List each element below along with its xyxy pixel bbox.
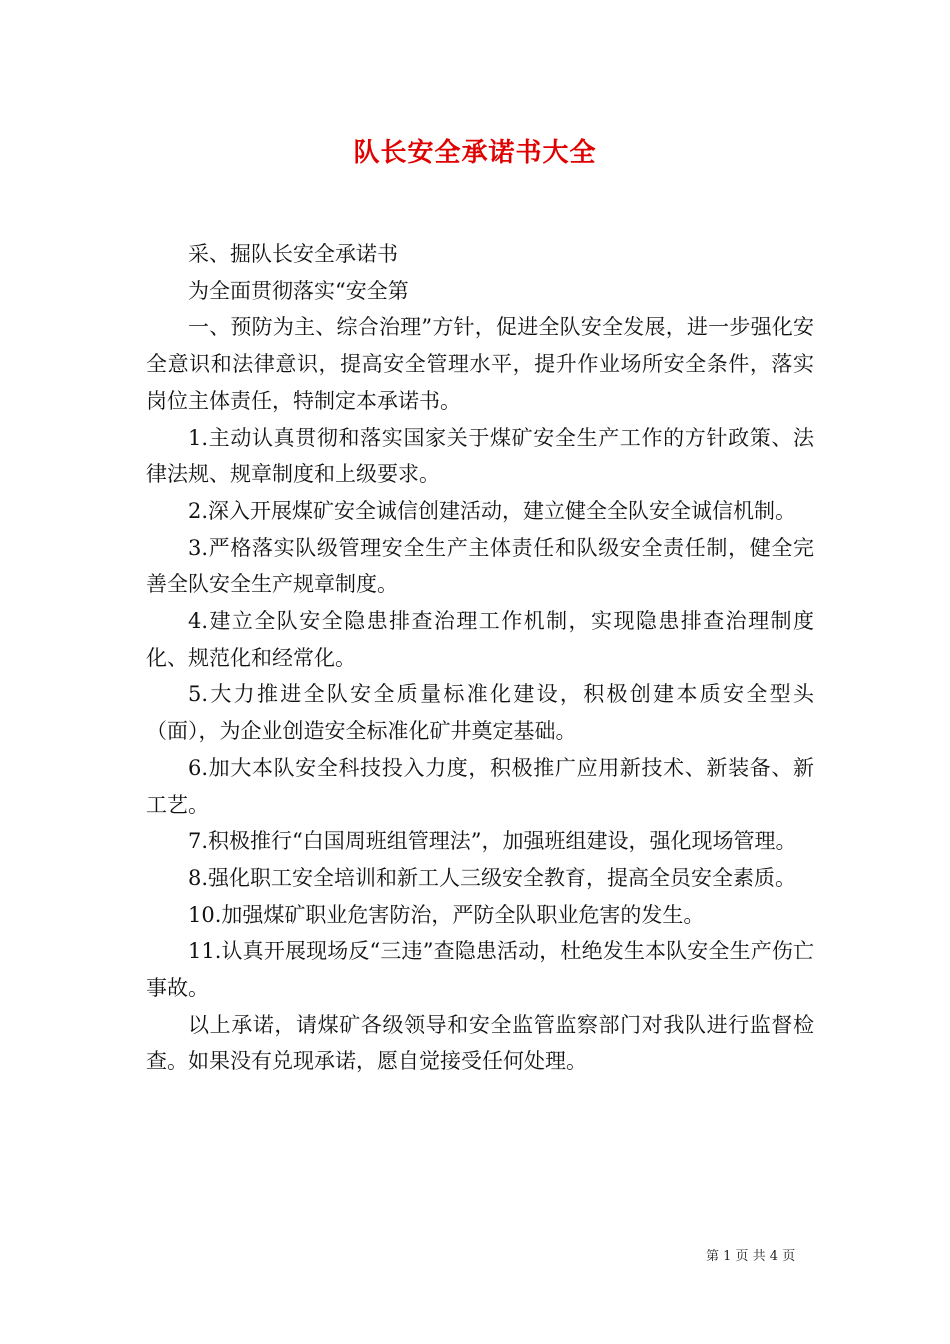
commitment-item-4: 4.建立全队安全隐患排查治理工作机制，实现隐患排查治理制度化、规范化和经常化。: [146, 609, 814, 670]
intro-paragraph: 一、预防为主、综合治理”方针，促进全队安全发展，进一步强化安全意识和法律意识，提高安全管理水平，提升作业场所安全条件，落实岗位主体责任，特制定本承诺书。: [146, 315, 814, 413]
commitment-item-8: 8.强化职工安全培训和新工人三级安全教育，提高全员安全素质。: [188, 865, 797, 890]
intro-paragraph-start: 为全面贯彻落实“安全第: [188, 278, 409, 303]
commitment-item-1: 1.主动认真贯彻和落实国家关于煤矿安全生产工作的方针政策、法律法规、规章制度和上级要求。: [146, 425, 814, 487]
commitment-item-5: 5.大力推进全队安全质量标准化建设，积极创建本质安全型头（面），为企业创造安全标准化矿井奠定基础。: [146, 682, 814, 744]
document-body: [146, 236, 814, 1080]
closing-paragraph: 以上承诺，请煤矿各级领导和安全监管监察部门对我队进行监督检查。如果没有兑现承诺，愿自觉接受任何处理。: [146, 1012, 814, 1074]
commitment-item-10: 10.加强煤矿职业危害防治，严防全队职业危害的发生。: [188, 902, 705, 927]
subtitle-paragraph: 采、掘队长安全承诺书: [188, 242, 398, 266]
page-number: 第 1 页 共 4 页: [706, 1249, 796, 1264]
commitment-item-2: 2.深入开展煤矿安全诚信创建活动，建立健全全队安全诚信机制。: [188, 498, 797, 523]
commitment-item-3: 3.严格落实队级管理安全生产主体责任和队级安全责任制，健全完善全队安全生产规章制度。: [146, 535, 814, 597]
document-title: 队长安全承诺书大全: [353, 138, 597, 168]
commitment-item-11: 11.认真开展现场反“三违”查隐患活动，杜绝发生本队安全生产伤亡事故。: [146, 939, 814, 1001]
commitment-item-6: 6.加大本队安全科技投入力度，积极推广应用新技术、新装备、新工艺。: [146, 755, 814, 817]
commitment-item-7: 7.积极推行“白国周班组管理法”，加强班组建设，强化现场管理。: [188, 829, 797, 854]
